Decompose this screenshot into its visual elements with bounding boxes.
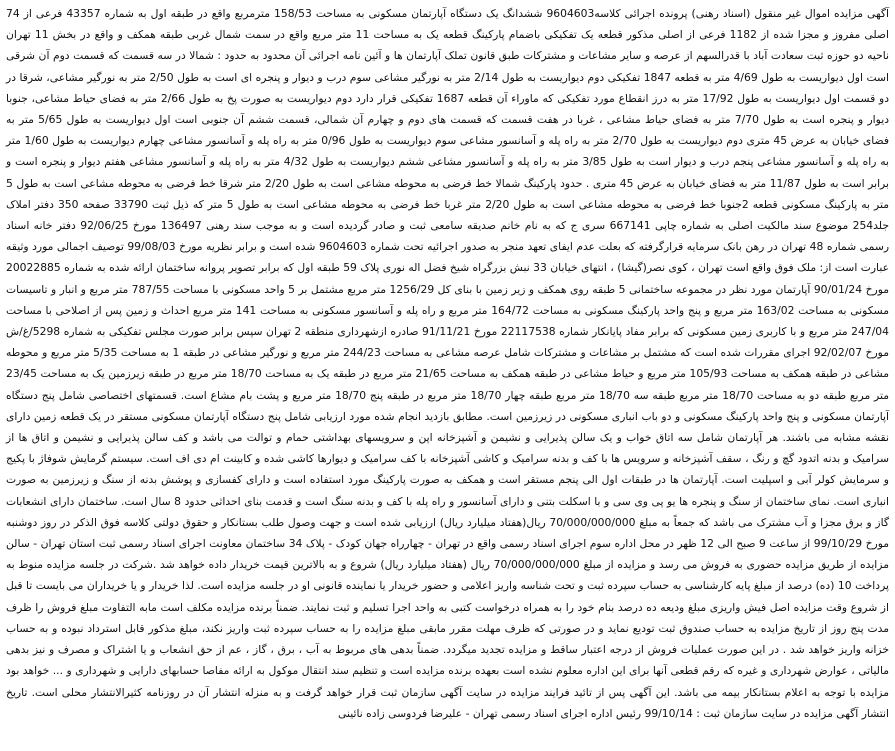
auction-notice-text: آگهی مزایده اموال غیر منقول (اسناد رهنی) پرونده اجرائی کلاسه9604603 ششدانگ یک دستگاه آپارتمان مسکونی به مساحت 158/53 مترمربع واقع در طبقه اول به شماره 43357 فرعی از 74 اصلی مفروز و مجزا شده از 1182 فرعی از اصلی مذکور قطعه یک تفکیکی باضمام پارکینگ قطعه یک به مساحت 11 متر مربع واقع در سمت شمال غربی طبقه همکف و واقع در بخش 11 تهران ناحیه دو حوزه ثبت سعادت آباد با قدرالسهم از عرصه و سایر مشاعات و مشترکات طبق قانون تملک آپارتمان ها و آئین نامه اجرائی آن محدود به حدود : شمالا در سه قسمت که قسمت دوم آن شرقی است اول دیواریست به طول 4/69 متر به قطعه 1847 تفکیکی دوم دیواریست به طول 2/14 متر به نورگیر مشاعی سوم درب و دیوار و پنجره ای است به طول 2/50 متر به نورگیر مشاعی، شرقا در دو قسمت اول دیواریست به طول 17/92 متر به درز انقطاع مورد تفکیکی که ماوراء آن قطعه 1687 تفکیکی قرار دارد دوم دیواریست به صورت پخ به طول 2/66 متر به فضای حیاط مشاعی، جنوبا دیوار و پنجره است به طول 7/70 متر به فضای حیاط مشاعی ، غربا در هفت قسمت که قسمت های دوم و چهارم آن شمالی، قسمت ششم آن جنوبی است اول دیواریست به طول 5/65 متر به فضای خیابان به عرض 45 متری دوم دیواریست به طول 2/70 متر به راه پله و آسانسور مشاعی سوم دیواریست به طول 0/96 متر به راه پله و آسانسور مشاعی چهارم دیواریست به طول 1/60 متر به راه پله و آسانسور مشاعی پنجم درب و دیوار است به طول 3/85 متر به راه پله و آسانسور مشاعی ششم دیواریست به طول 4/32 متر به راه پله و آسانسور مشاعی هفتم دیوار و پنجره است و برابر است به طول 11/87 متر به فضای خیابان به عرض 45 متری . حدود پارکینگ شمالا خط فرضی به محوطه مشاعی است به طول 2/20 متر شرقا خط فرضی به محوطه مشاعی است به طول 5 متر به پارکینگ مسکونی قطعه 2جنوبا خط فرضی به محوطه مشاعی است به طول 2/20 متر غربا خط فرضی به محوطه مشاعی است به طول 5 متر که ذیل ثبت 33790 صفحه 350 دفتر املاک جلد254 موضوع سند مالکیت اصلی به شماره چاپی 667141 سری ج که به نام خانم صدیقه سامعی ثبت و صادر گردیده است و به موجب سند رهنی 136497 مورخ 92/06/25 دفتر خانه اسناد رسمی شماره 48 تهران در رهن بانک سرمایه قرارگرفته که بعلت عدم ایفای تعهد منجر به صدور اجرائیه تحت شماره 9604603 شده است و برابر نظریه مورخ 99/08/03 توصیف اجمالی مورد وثیقه عبارت است از: ملک فوق واقع است تهران ، کوی نصر(گیشا) ، انتهای خیابان 33 نبش بزرگراه شیخ فضل اله نوری پلاک 59 طبقه اول که برابر تصویر پروانه ساختمان ارائه شده به شماره 20022885 مورخ 90/01/24 آپارتمان مورد نظر در مجموعه ساختمانی 5 طبقه روی همکف و زیر زمین با بنای کل 1256/29 متر مربع مشتمل بر 5 واحد مسکونی با مساحت 787/55 متر مربع و انبار و تاسیسات مسکونی به مساحت 163/02 متر مربع و پنج واحد پارکینگ مسکونی به مساحت 164/72 متر مربع و راه پله و آسانسور مسکونی به مساحت 141 متر مربع احداث و زمین پس از اصلاحی با مساحت 247/04 متر مربع و با کاربری زمین مسکونی که برابر مفاد پایانکار شماره 22117538 مورخ 91/11/21 صادره ازشهرداری منطقه 2 تهران سپس برابر صورت مجلس تفکیکی به شماره 5298/غ/ش مورخ 92/02/07 اجرای مقررات شده است که مشتمل بر مشاعات و مشترکات شامل عرصه مشاعی به مساحت 244/23 متر مربع و نورگیر مشاعی در طبقه 1 به مساحت 5/35 متر مربع و محوطه مشاعی در طبقه همکف به مساحت 105/93 متر مربع و حیاط مشاعی در طبقه همکف به مساحت 21/65 متر مربع در طبقه یک به مساحت 18/70 متر مربع در طبقه زیرزمین یک به مساحت 23/45 متر مربع طبقه دو به مساحت 18/70 متر مربع طبقه سه 18/70 متر مربع طبقه چهار 18/70 متر مربع در طبقه پنج 18/70 متر مربع و پشت بام مشاع است. قسمتهای اختصاصی شامل پنج دستگاه آپارتمان مسکونی و پنج واحد پارکینگ مسکونی و دو باب انباری مسکونی در زیرزمین است. مطابق بازدید انجام شده مورد ارزیابی شامل پنج دستگاه آپارتمان مسکونی مستقر در یک قطعه زمین دارای نقشه مشابه می باشند. هر آپارتمان شامل سه اتاق خواب و یک سالن پذیرایی و نشیمن و آشپزخانه اپن و سرویسهای بهداشتی حمام و توالت می باشد و کف سالن پذیرایی و نشیمن و اتاق ها از سرامیک و بدنه اتدود گچ و رنگ ، سقف آشپزخانه و سرویس ها با کف و بدنه سرامیک و کاشی آشپزخانه با کف سرامیک و دیوارها کاشی شده و کابینت ام دی اف است. سیستم گرمایش شوفاژ با پکیج و سرمایش کولر آبی و اسپلیت است. آپارتمان ها در طبقات اول الی پنجم مستقر است و همکف به صورت پارکینگ مورد استفاده است و دارای کفسازی و پوشش بدنه از سنگ و زیرزمین به صورت انباری است. نمای ساختمان از سنگ و پنجره ها یو پی وی سی و با اسکلت بتنی و دارای آسانسور و راه پله با کف و بدنه سنگ است و قدمت بنای احداثی حدود 8 سال است. ساختمان دارای انشعابات گاز و برق مجزا و آب مشترک می باشد که جمعاً به مبلغ 70/000/000/000 ریال(هفتاد میلیارد ریال) ارزیابی شده است و جهت وصول طلب بستانکار و حقوق دولتی کلاسه فوق الذکر در روز دوشنبه مورخ 99/10/29 از ساعت 9 صبح الی 12 ظهر در محل اداره سوم اجرای اسناد رسمی واقع در تهران - چهارراه جهان کودک - پلاک 34 ساختمان معاونت اجرای اسناد رسمی ثبت استان تهران - سالن مزایده از طریق مزایده حضوری به فروش می رسد و مزایده از مبلغ 70/000/000/000 ریال (هفتاد میلیارد ریال) شروع و به بالاترین قیمت خریدار داده خواهد شد .شرکت در جلسه مزایده منوط به پرداخت 10 (ده) درصد از مبلغ پایه کارشناسی به حساب سپرده ثبت و تحت شناسه واریز اعلامی و حضور خریدار یا نماینده قانونی او در جلسه مزایده است. لذا خریدار و یا خریداران می بایست تا قبل از شروع وقت مزایده اصل فیش واریزی مبلغ ودیعه ده درصد بنام خود را به همراه درخواست کتبی به واحد اجرا تسلیم و ثبت نمایند. ضمناً برنده مزایده مکلف است مابه التفاوت مبلغ فروش را ظرف مدت پنج روز از تاریخ مزایده به حساب صندوق ثبت تودیع نماید و در صورتی که ظرف مهلت مقرر مابقی مبلغ مزایده را به حساب سپرده ثبت واریز نکند، مبلغ مذکور قابل استرداد نبوده و به حساب خزانه واریز خواهد شد . در این صورت عملیات فروش از درجه اعتبار ساقط و مزایده تجدید میگردد. ضمناً بدهی های مربوط به آب ، برق ، گاز ، عم از حق انشعاب و یا اشتراک و مصرف و نیز بدهی مالیاتی ، عوارض شهرداری و غیره که رقم قطعی آنها برای این اداره معلوم نشده است بعهده برنده مزایده است و تنظیم سند انتقال موکول به ارائه مفاصا حسابهای دارایی و شهرداری و ... خواهد بود مزایده با توجه به اعلام بستانکار بیمه می باشد. این آگهی پس از تائید فرایند مزایده در سایت آگهی سازمان ثبت قرار خواهد گرفت و به منزله انتشار آن در روزنامه کثیرالانتشار محلی است. تاریخ انتشار آگهی مزایده در سایت سازمان ثبت : 99/10/14 رئیس اداره اجرای اسناد رسمی تهران - علیرضا فردوسی زاده نائینی — [6, 7, 890, 720]
